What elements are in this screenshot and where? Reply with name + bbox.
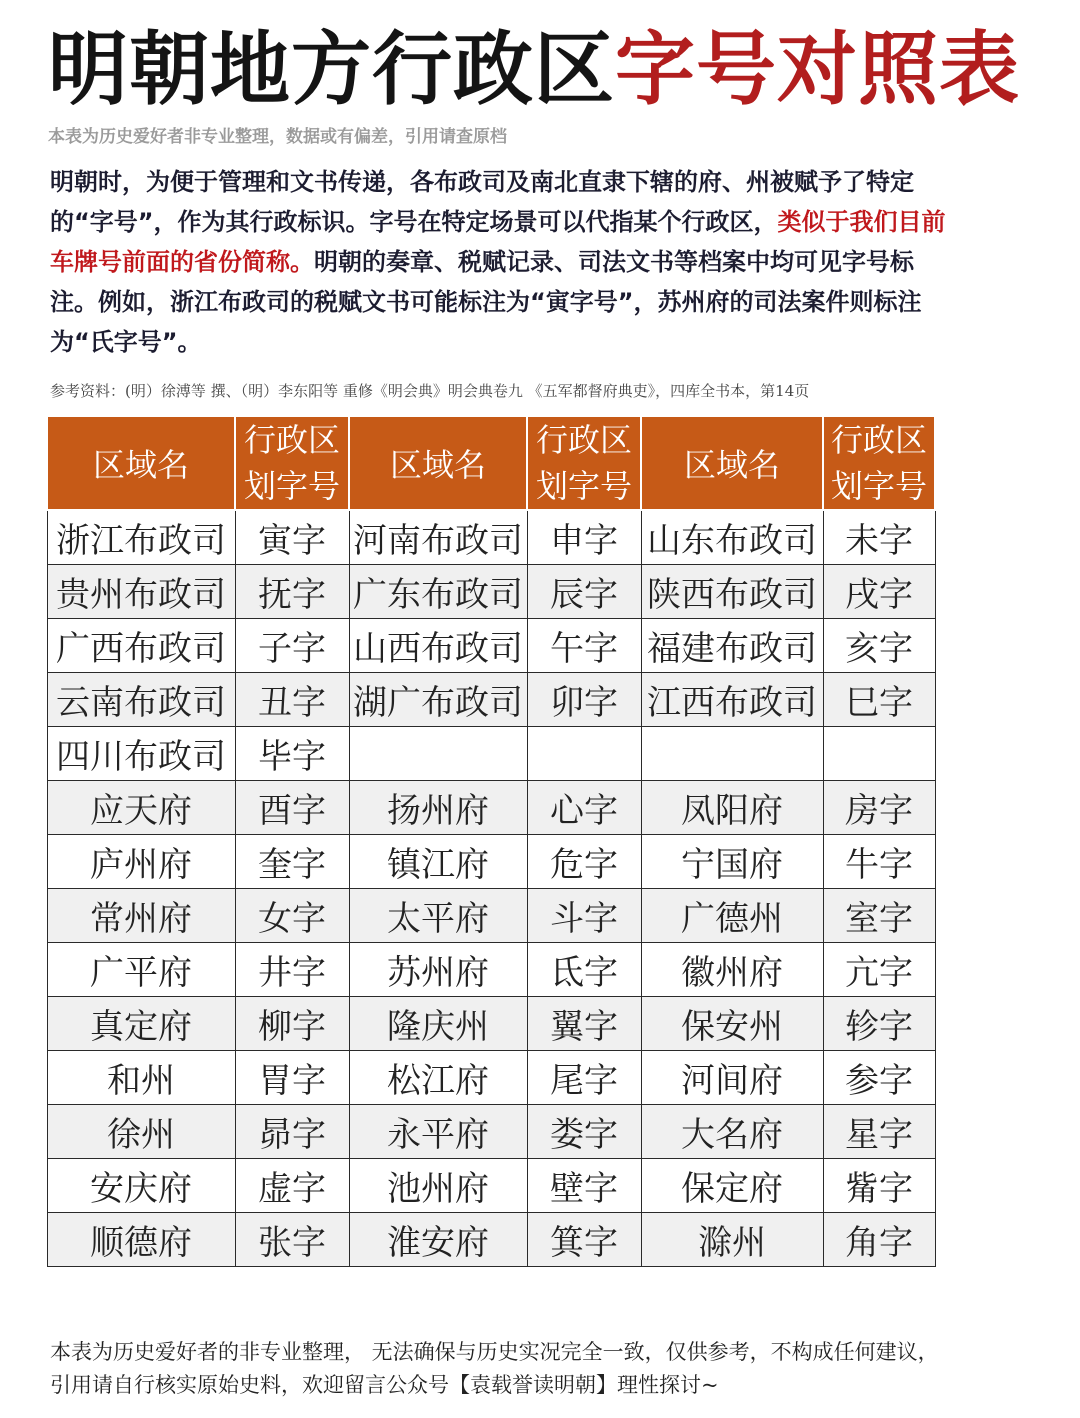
table-cell: 牛字: [823, 835, 935, 889]
table-cell: 苏州府: [349, 943, 527, 997]
table-cell: 徐州: [47, 1105, 235, 1159]
table-row: [47, 1213, 935, 1267]
table-row: [47, 997, 935, 1051]
intro-paragraph: [50, 162, 950, 362]
table-cell: 井字: [235, 943, 349, 997]
header-code-3: [823, 416, 935, 510]
table-cell: 真定府: [47, 997, 235, 1051]
page-title-red: 字号对照表: [615, 23, 1020, 116]
intro-text-3: 明朝的奏章、税赋记录、司法文书等档案中均可见字号标注。例如，浙江布政司的税赋文书可能标注为“寅字号”，苏州府的司法案件则标注为“氏字号”。: [50, 248, 922, 356]
code-table: [46, 415, 936, 1267]
table-cell: 湖广布政司: [349, 673, 527, 727]
table-row: [47, 781, 935, 835]
table-cell: 太平府: [349, 889, 527, 943]
intro-text-1: 明朝时，为便于管理和文书传递，各布政司及南北直隶下辖的府、州被赋予了特定的“字号”，作为其行政标识。字号在特定场景可以代指某个行政区，: [50, 168, 914, 236]
table-cell: 角字: [823, 1213, 935, 1267]
table-cell: 大名府: [641, 1105, 823, 1159]
table-cell: 氐字: [527, 943, 641, 997]
subtitle: 本表为历史爱好者非专业整理，数据或有偏差，引用请查原档: [48, 127, 507, 147]
header-code-2-line1: 行政区: [535, 421, 632, 459]
table-cell: 浙江布政司: [47, 510, 235, 565]
table-cell: 箕字: [527, 1213, 641, 1267]
table-cell: 云南布政司: [47, 673, 235, 727]
table-cell: 昴字: [235, 1105, 349, 1159]
table-cell: 镇江府: [349, 835, 527, 889]
table-cell: 山东布政司: [641, 510, 823, 565]
disclaimer-line-1: 本表为历史爱好者的非专业整理， 无法确保与历史实况完全一致，仅供参考，不构成任何建议，: [50, 1340, 939, 1364]
table-cell: 戌字: [823, 565, 935, 619]
table-cell: 河南布政司: [349, 510, 527, 565]
table-header-row: [47, 416, 935, 510]
header-code-1-line1: 行政区: [243, 421, 340, 459]
header-code-3-line1: 行政区: [830, 421, 927, 459]
table-cell: 酉字: [235, 781, 349, 835]
table-cell: 未字: [823, 510, 935, 565]
header-code-2: [527, 416, 641, 510]
table-cell: 河间府: [641, 1051, 823, 1105]
header-region-name-3: 区域名: [641, 416, 823, 510]
table-row: [47, 673, 935, 727]
table-row: [47, 1051, 935, 1105]
table-cell: 广西布政司: [47, 619, 235, 673]
table-cell: 常州府: [47, 889, 235, 943]
table-cell: 扬州府: [349, 781, 527, 835]
table-cell: 轸字: [823, 997, 935, 1051]
table-cell: 亢字: [823, 943, 935, 997]
table-cell: 贵州布政司: [47, 565, 235, 619]
table-row: [47, 510, 935, 565]
table-cell: 尾字: [527, 1051, 641, 1105]
table-cell: 顺德府: [47, 1213, 235, 1267]
table-cell: 辰字: [527, 565, 641, 619]
table-cell: 室字: [823, 889, 935, 943]
table-cell: 宁国府: [641, 835, 823, 889]
table-cell: 娄字: [527, 1105, 641, 1159]
header-region-name-2: 区域名: [349, 416, 527, 510]
table-row: [47, 565, 935, 619]
table-cell: 申字: [527, 510, 641, 565]
table-cell: [349, 727, 527, 781]
table-cell: 柳字: [235, 997, 349, 1051]
header-region-name-1: 区域名: [47, 416, 235, 510]
table-cell: 壁字: [527, 1159, 641, 1213]
table-cell: 抚字: [235, 565, 349, 619]
table-cell: 广东布政司: [349, 565, 527, 619]
table-cell: 参字: [823, 1051, 935, 1105]
table-row: [47, 1105, 935, 1159]
intro-highlight: 类似于我们目前车牌号前面的省份简称。: [50, 208, 946, 276]
table-cell: 虚字: [235, 1159, 349, 1213]
table-cell: 滁州: [641, 1213, 823, 1267]
table-cell: 徽州府: [641, 943, 823, 997]
table-cell: 和州: [47, 1051, 235, 1105]
table-cell: 永平府: [349, 1105, 527, 1159]
table-cell: 丑字: [235, 673, 349, 727]
table-cell: 保安州: [641, 997, 823, 1051]
table-cell: [527, 727, 641, 781]
table-cell: [823, 727, 935, 781]
table-row: [47, 619, 935, 673]
table-cell: 保定府: [641, 1159, 823, 1213]
table-cell: 奎字: [235, 835, 349, 889]
table-cell: 觜字: [823, 1159, 935, 1213]
table-cell: 陕西布政司: [641, 565, 823, 619]
table-cell: 星字: [823, 1105, 935, 1159]
header-code-1-line2: 划字号: [243, 467, 340, 505]
table-cell: 广德州: [641, 889, 823, 943]
reference-citation: 参考资料：(明）徐溥等 撰、（明）李东阳等 重修《明会典》明会典卷九 《五军都督府典吏》，四库全书本，第14页: [50, 382, 810, 400]
table-row: [47, 943, 935, 997]
table-row: [47, 727, 935, 781]
header-code-2-line2: 划字号: [535, 467, 632, 505]
table-cell: 胃字: [235, 1051, 349, 1105]
table-cell: 寅字: [235, 510, 349, 565]
table-cell: 安庆府: [47, 1159, 235, 1213]
disclaimer-line-2: 引用请自行核实原始史料，欢迎留言公众号【袁载誉读明朝】理性探讨~: [50, 1373, 719, 1397]
table-cell: 翼字: [527, 997, 641, 1051]
table-row: [47, 1159, 935, 1213]
table-cell: 张字: [235, 1213, 349, 1267]
table-row: [47, 889, 935, 943]
table-cell: 子字: [235, 619, 349, 673]
table-cell: 午字: [527, 619, 641, 673]
table-cell: 凤阳府: [641, 781, 823, 835]
table-cell: 应天府: [47, 781, 235, 835]
table-cell: 江西布政司: [641, 673, 823, 727]
table-cell: 斗字: [527, 889, 641, 943]
table-cell: 池州府: [349, 1159, 527, 1213]
page-title: [48, 22, 1020, 118]
header-code-1: [235, 416, 349, 510]
table-cell: 危字: [527, 835, 641, 889]
table-cell: 松江府: [349, 1051, 527, 1105]
table-cell: 女字: [235, 889, 349, 943]
table-cell: 福建布政司: [641, 619, 823, 673]
table-cell: 巳字: [823, 673, 935, 727]
page-title-black: 明朝地方行政区: [48, 23, 615, 116]
table-cell: 毕字: [235, 727, 349, 781]
header-code-3-line2: 划字号: [830, 467, 927, 505]
table-cell: [641, 727, 823, 781]
table-cell: 庐州府: [47, 835, 235, 889]
table-cell: 心字: [527, 781, 641, 835]
table-cell: 隆庆州: [349, 997, 527, 1051]
disclaimer: [50, 1336, 990, 1402]
table-cell: 亥字: [823, 619, 935, 673]
table-cell: 卯字: [527, 673, 641, 727]
table-cell: 房字: [823, 781, 935, 835]
table-cell: 淮安府: [349, 1213, 527, 1267]
table-cell: 山西布政司: [349, 619, 527, 673]
table-cell: 广平府: [47, 943, 235, 997]
table-cell: 四川布政司: [47, 727, 235, 781]
table-row: [47, 835, 935, 889]
